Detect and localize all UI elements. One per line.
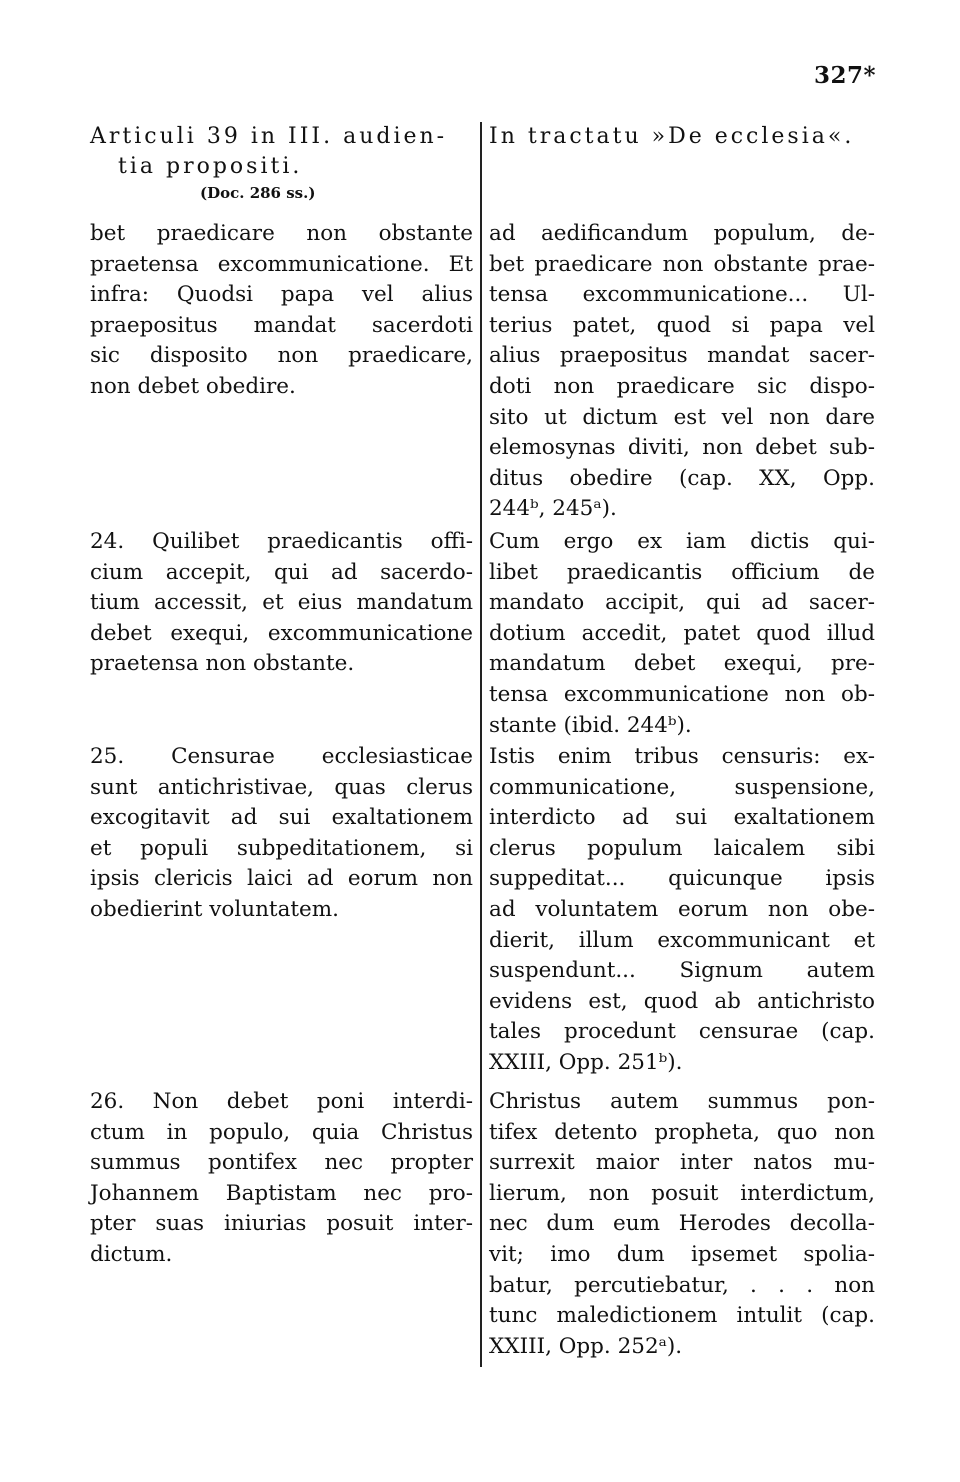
text-line: sic disposito non praedicare, bbox=[90, 343, 473, 369]
text-line: 24. Quilibet praedicantis offi- bbox=[90, 529, 473, 554]
left-column-heading bbox=[90, 122, 473, 204]
document-reference: (Doc. 286 ss.) bbox=[200, 184, 316, 202]
text-line: dictum. bbox=[90, 1241, 173, 1267]
text-line: Cum ergo ex iam dictis qui- bbox=[489, 529, 875, 554]
left-column bbox=[90, 122, 473, 1267]
text-line: Christus autem summus pon- bbox=[489, 1089, 875, 1114]
text-line: tensa excommunicatione... Ul- bbox=[489, 282, 875, 308]
text-line: XXIII, Opp. 251ᵇ). bbox=[489, 1049, 683, 1075]
text-line: nec dum eum Herodes decolla- bbox=[489, 1211, 875, 1237]
right-paragraph-1 bbox=[489, 219, 875, 525]
text-line: obedierint voluntatem. bbox=[90, 896, 339, 922]
text-line: tifex detento propheta, quo non bbox=[489, 1119, 875, 1145]
text-line: elemosynas diviti, non debet sub- bbox=[489, 435, 875, 461]
text-line: tunc maledictionem intulit (cap. bbox=[489, 1303, 875, 1329]
text-line: ad aedificandum populum, de- bbox=[489, 221, 875, 246]
text-line: 26. Non debet poni interdi- bbox=[90, 1089, 473, 1114]
text-line: 25. Censurae ecclesiasticae bbox=[90, 744, 473, 769]
text-line: praetensa excommunicatione. Et bbox=[90, 251, 473, 277]
text-line: stante (ibid. 244ᵇ). bbox=[489, 712, 692, 738]
text-line: excogitavit ad sui exaltationem bbox=[90, 805, 473, 831]
text-line: infra: Quodsi papa vel alius bbox=[90, 282, 473, 308]
text-line: 244ᵇ, 245ᵃ). bbox=[489, 496, 617, 522]
text-line: mandatum debet exequi, pre- bbox=[489, 651, 875, 677]
text-line: Istis enim tribus censuris: ex- bbox=[489, 744, 875, 769]
right-paragraph-2 bbox=[489, 527, 875, 741]
text-line: tium accessit, et eius mandatum bbox=[90, 590, 473, 616]
text-line: debet exequi, excommunicatione bbox=[90, 620, 473, 646]
text-line: XXIII, Opp. 252ᵃ). bbox=[489, 1333, 683, 1359]
left-heading-line-2: tia propositi. bbox=[118, 154, 303, 179]
text-line: ctum in populo, quia Christus bbox=[90, 1119, 473, 1145]
text-line: lierum, non posuit interdictum, bbox=[489, 1180, 875, 1206]
text-line: Johannem Baptistam nec pro- bbox=[90, 1180, 473, 1206]
text-line: dotium accedit, patet quod illud bbox=[489, 620, 875, 646]
text-line: ad voluntatem eorum non obe- bbox=[489, 896, 875, 922]
column-divider bbox=[480, 122, 482, 1367]
left-heading-line-1: Articuli 39 in III. audien- bbox=[90, 124, 448, 149]
right-column bbox=[489, 122, 875, 1359]
text-line: terius patet, quod si papa vel bbox=[489, 312, 875, 338]
text-line: suppeditat... quicunque ipsis bbox=[489, 866, 875, 892]
text-line: alius praepositus mandat sacer- bbox=[489, 343, 875, 369]
text-line: ditus obedire (cap. XX, Opp. bbox=[489, 465, 875, 491]
text-line: summus pontifex nec propter bbox=[90, 1150, 473, 1176]
text-line: tales procedunt censurae (cap. bbox=[489, 1019, 875, 1045]
text-line: suspendunt... Signum autem bbox=[489, 958, 875, 984]
text-line: evidens est, quod ab antichristo bbox=[489, 988, 875, 1014]
page-number: 327* bbox=[814, 62, 877, 89]
text-line: praetensa non obstante. bbox=[90, 651, 355, 677]
left-article-24 bbox=[90, 527, 473, 680]
text-line: bet praedicare non obstante prae- bbox=[489, 251, 875, 277]
text-line: tensa excommunicatione non ob- bbox=[489, 681, 875, 707]
text-line: cium accepit, qui ad sacerdo- bbox=[90, 559, 473, 585]
text-line: mandato accipit, qui ad sacer- bbox=[489, 590, 875, 616]
left-article-26 bbox=[90, 1087, 473, 1271]
text-line: communicatione, suspensione, bbox=[489, 774, 875, 800]
text-line: surrexit maior inter natos mu- bbox=[489, 1150, 875, 1176]
text-line: non debet obedire. bbox=[90, 373, 296, 399]
text-line: batur, percutiebatur, . . . non bbox=[489, 1272, 875, 1298]
text-line: doti non praedicare sic dispo- bbox=[489, 373, 875, 399]
text-line: sunt antichristivae, quas clerus bbox=[90, 774, 473, 800]
text-line: praepositus mandat sacerdoti bbox=[90, 312, 473, 338]
text-line: sito ut dictum est vel non dare bbox=[489, 404, 875, 430]
text-line: clerus populum laicalem sibi bbox=[489, 835, 875, 861]
text-line: interdicto ad sui exaltationem bbox=[489, 805, 875, 831]
left-article-25 bbox=[90, 742, 473, 926]
text-line: et populi subpeditationem, si bbox=[90, 835, 473, 861]
text-line: libet praedicantis officium de bbox=[489, 559, 875, 585]
text-line: vit; imo dum ipsemet spolia- bbox=[489, 1241, 875, 1267]
text-line: pter suas iniurias posuit inter- bbox=[90, 1211, 473, 1237]
right-paragraph-4 bbox=[489, 1087, 875, 1362]
text-line: ipsis clericis laici ad eorum non bbox=[90, 866, 473, 892]
right-column-heading: In tractatu »De ecclesia«. bbox=[489, 124, 855, 149]
right-paragraph-3 bbox=[489, 742, 875, 1079]
left-paragraph-1 bbox=[90, 219, 473, 403]
text-line: dierit, illum excommunicant et bbox=[489, 927, 875, 953]
text-line: bet praedicare non obstante bbox=[90, 221, 473, 246]
